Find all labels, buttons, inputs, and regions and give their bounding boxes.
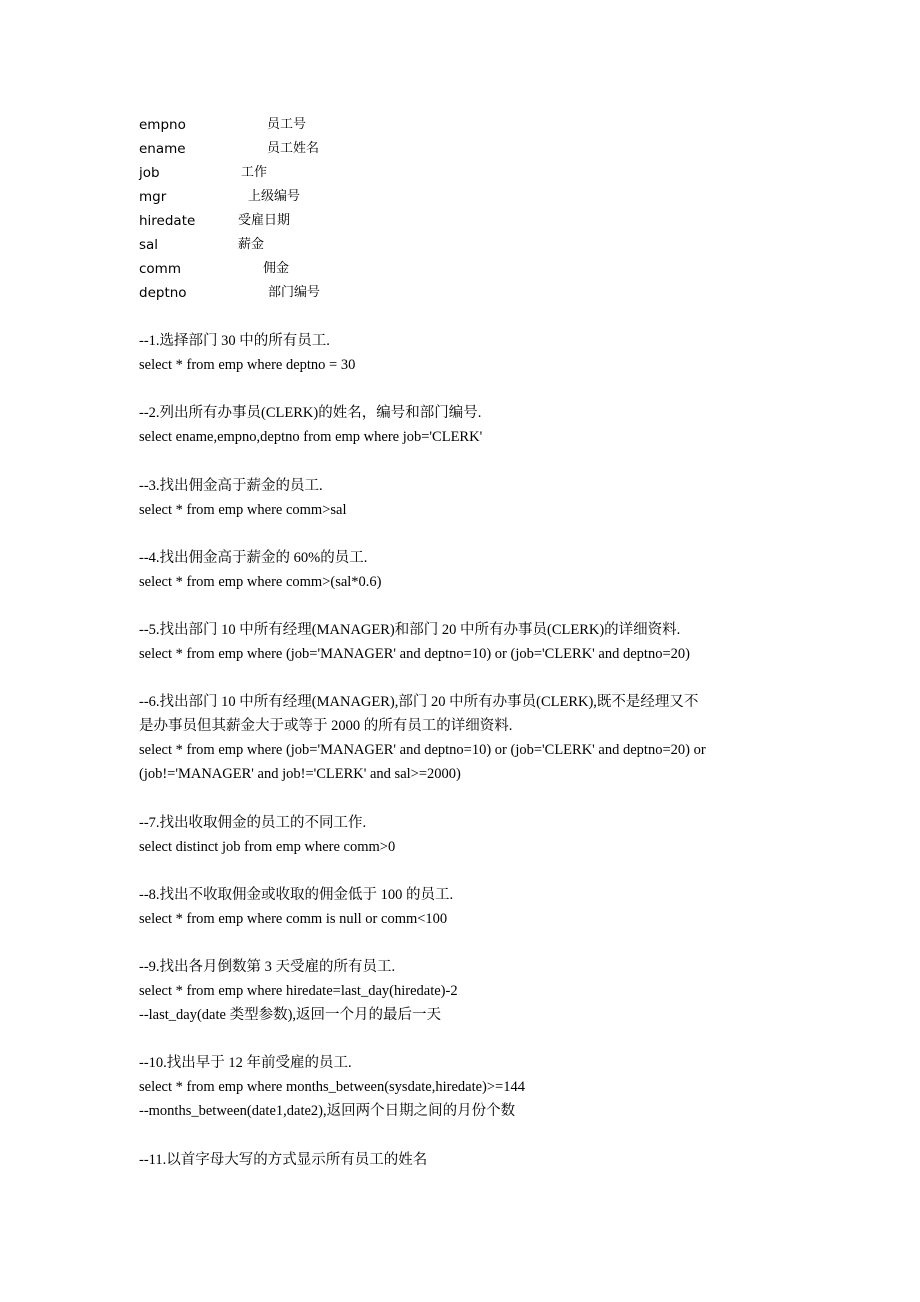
field-row (139, 113, 539, 137)
question-title: --6.找出部门 10 中所有经理(MANAGER),部门 20 中所有办事员(CLERK),既不是经理又不 (139, 694, 699, 710)
question-title: --11.以首字母大写的方式显示所有员工的姓名 (139, 1152, 428, 1168)
field-name: sal (139, 237, 159, 253)
sql-statement: select * from emp where deptno = 30 (139, 357, 356, 373)
field-desc: 薪金 (238, 237, 265, 252)
field-desc: 上级编号 (248, 189, 301, 204)
field-name: comm (139, 261, 181, 277)
field-row (139, 185, 539, 209)
sql-statement: select distinct job from emp where comm>0 (139, 839, 396, 855)
field-name: empno (139, 117, 186, 133)
question-title: --3.找出佣金高于薪金的员工. (139, 478, 323, 494)
field-row (139, 257, 539, 281)
question-title: 是办事员但其薪金大于或等于 2000 的所有员工的详细资料. (139, 718, 513, 734)
sql-statement: select * from emp where comm is null or comm<100 (139, 911, 448, 927)
field-desc: 员工姓名 (267, 141, 320, 156)
sql-statement: select * from emp where comm>sal (139, 502, 347, 518)
question-5 (139, 618, 799, 666)
question-8 (139, 883, 799, 931)
sql-statement: select ename,empno,deptno from emp where job='CLERK' (139, 429, 483, 445)
field-name: deptno (139, 285, 187, 301)
field-desc: 员工号 (267, 117, 307, 132)
question-11 (139, 1148, 799, 1172)
field-desc: 部门编号 (268, 285, 321, 300)
question-title: --5.找出部门 10 中所有经理(MANAGER)和部门 20 中所有办事员(CLERK)的详细资料. (139, 622, 681, 638)
sql-comment: --last_day(date 类型参数),返回一个月的最后一天 (139, 1007, 442, 1023)
question-title: --8.找出不收取佣金或收取的佣金低于 100 的员工. (139, 887, 454, 903)
question-1 (139, 329, 799, 377)
sql-statement: select * from emp where comm>(sal*0.6) (139, 574, 382, 590)
question-7 (139, 811, 799, 859)
sql-statement: select * from emp where (job='MANAGER' and deptno=10) or (job='CLERK' and deptno=20) or (139, 742, 706, 758)
field-name: job (139, 165, 160, 181)
field-row (139, 161, 539, 185)
field-desc: 工作 (241, 165, 268, 180)
question-2 (139, 401, 799, 449)
question-title: --2.列出所有办事员(CLERK)的姓名，编号和部门编号. (139, 405, 482, 421)
field-name: mgr (139, 189, 167, 205)
field-row (139, 209, 539, 233)
question-3 (139, 474, 799, 522)
sql-statement: select * from emp where (job='MANAGER' and deptno=10) or (job='CLERK' and deptno=20) (139, 646, 690, 662)
sql-comment: --months_between(date1,date2),返回两个日期之间的月份个数 (139, 1103, 516, 1119)
field-row (139, 281, 539, 305)
field-desc: 佣金 (263, 261, 290, 276)
question-title: --9.找出各月倒数第 3 天受雇的所有员工. (139, 959, 396, 975)
question-6 (139, 690, 799, 786)
question-title: --10.找出早于 12 年前受雇的员工. (139, 1055, 352, 1071)
question-9 (139, 955, 799, 1027)
question-title: --4.找出佣金高于薪金的 60%的员工. (139, 550, 368, 566)
field-name: hiredate (139, 213, 196, 229)
field-desc: 受雇日期 (238, 213, 291, 228)
question-title: --1.选择部门 30 中的所有员工. (139, 333, 330, 349)
sql-statement: (job!='MANAGER' and job!='CLERK' and sal>=2000) (139, 766, 461, 782)
field-name: ename (139, 141, 186, 157)
question-10 (139, 1051, 799, 1123)
question-title: --7.找出收取佣金的员工的不同工作. (139, 815, 367, 831)
sql-statement: select * from emp where months_between(sysdate,hiredate)>=144 (139, 1079, 525, 1095)
field-row (139, 137, 539, 161)
sql-statement: select * from emp where hiredate=last_day(hiredate)-2 (139, 983, 458, 999)
field-list (139, 113, 539, 305)
question-4 (139, 546, 799, 594)
field-row (139, 233, 539, 257)
